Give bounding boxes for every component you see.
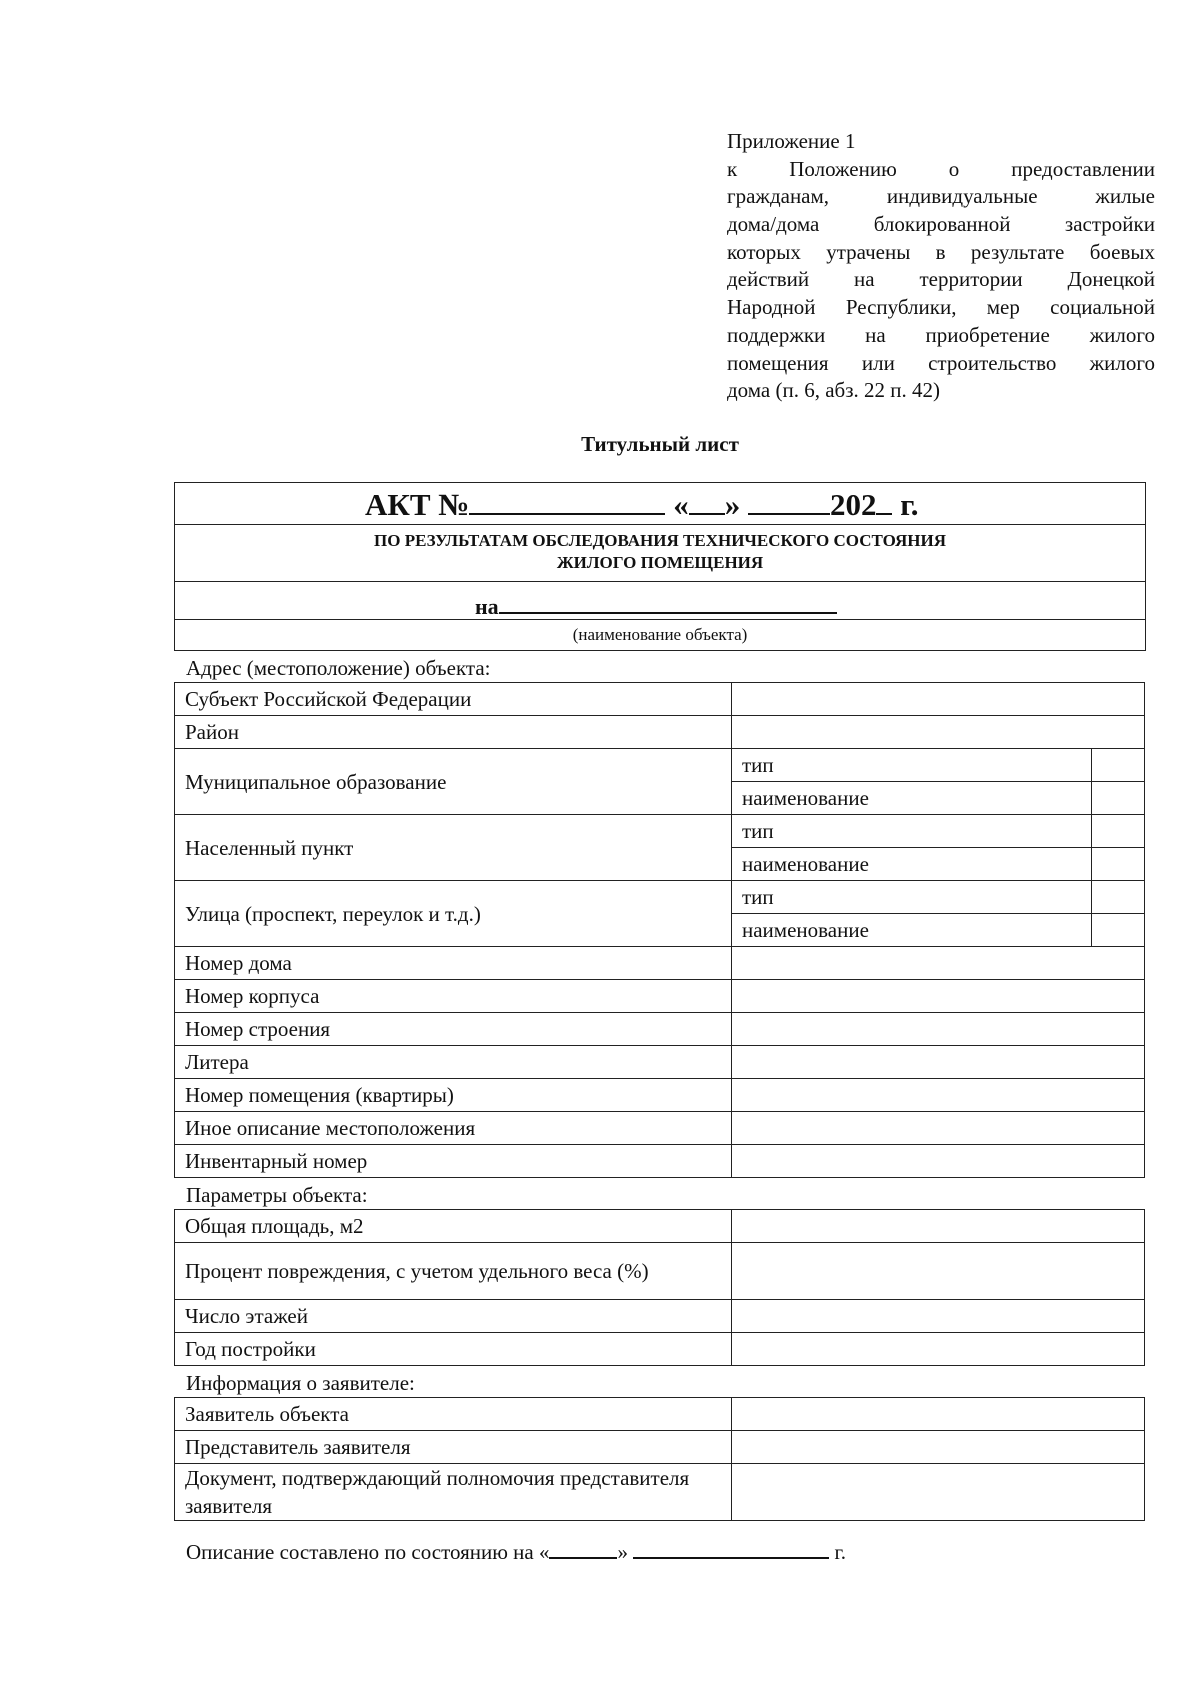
field-label: Инвентарный номер — [175, 1145, 732, 1178]
field-value — [732, 1046, 1145, 1079]
subfield-label: тип — [732, 881, 1092, 914]
appendix-line: дома/дома блокированной застройки — [727, 212, 1155, 237]
table-row — [175, 881, 1145, 914]
field-label: Населенный пункт — [175, 815, 732, 881]
description-date-line — [186, 1537, 846, 1565]
table-row — [175, 749, 1145, 782]
table-row — [175, 1112, 1145, 1145]
field-label: Заявитель объекта — [175, 1398, 732, 1431]
table-row — [175, 947, 1145, 980]
footer-text: Описание составлено по состоянию на — [186, 1540, 534, 1564]
table-row — [175, 1464, 1145, 1521]
table-row — [175, 1243, 1145, 1300]
field-label: Муниципальное образование — [175, 749, 732, 815]
act-month-blank — [748, 485, 830, 515]
applicant-table — [174, 1397, 1145, 1521]
appendix-line: помещения или строительство жилого — [727, 350, 1155, 375]
table-row — [175, 716, 1145, 749]
field-value — [732, 1112, 1145, 1145]
params-section-label: Параметры объекта: — [186, 1183, 368, 1207]
act-year-blank — [876, 485, 892, 515]
address-table — [174, 682, 1145, 1178]
field-label: Номер дома — [175, 947, 732, 980]
field-value — [1092, 815, 1145, 848]
field-label: Иное описание местоположения — [175, 1112, 732, 1145]
field-value — [732, 716, 1145, 749]
field-label: Район — [175, 716, 732, 749]
appendix-line: поддержки на приобретение жилого — [727, 322, 1155, 347]
field-label: Субъект Российской Федерации — [175, 683, 732, 716]
field-value — [732, 1145, 1145, 1178]
table-row — [175, 815, 1145, 848]
footer-day-blank — [549, 1537, 617, 1559]
act-number-row — [175, 483, 1145, 525]
table-row — [175, 1210, 1145, 1243]
act-close-quote: » — [724, 487, 741, 522]
act-number-line — [365, 485, 919, 523]
field-label: Общая площадь, м2 — [175, 1210, 732, 1243]
table-row — [175, 1300, 1145, 1333]
object-caption: (наименование объекта) — [572, 625, 748, 644]
field-value — [732, 1079, 1145, 1112]
object-name-row — [175, 582, 1145, 620]
appendix-line: дома (п. 6, абз. 22 п. 42) — [727, 378, 941, 403]
appendix-line: гражданам, индивидуальные жилые — [727, 184, 1155, 209]
field-value — [732, 1243, 1145, 1300]
subfield-label: наименование — [732, 914, 1092, 947]
act-header-box — [174, 482, 1146, 651]
table-row — [175, 1398, 1145, 1431]
table-row — [175, 1431, 1145, 1464]
na-label: на — [475, 594, 499, 619]
field-value — [732, 1210, 1145, 1243]
address-section-label: Адрес (местоположение) объекта: — [186, 656, 491, 680]
table-row — [175, 1079, 1145, 1112]
field-value — [732, 1300, 1145, 1333]
field-value — [732, 1431, 1145, 1464]
subfield-label: наименование — [732, 782, 1092, 815]
field-label: Представитель заявителя — [175, 1431, 732, 1464]
appendix-line: Народной Республики, мер социальной — [727, 295, 1155, 320]
field-value — [732, 1333, 1145, 1366]
footer-year-suffix: г. — [834, 1540, 846, 1564]
field-value — [1092, 848, 1145, 881]
footer-close-quote: » — [617, 1540, 628, 1564]
appendix-note — [727, 128, 1155, 405]
table-row — [175, 980, 1145, 1013]
subfield-label: тип — [732, 815, 1092, 848]
params-table — [174, 1209, 1145, 1366]
appendix-line: к Положению о предоставлении — [727, 156, 1155, 181]
table-row — [175, 1333, 1145, 1366]
field-label: Номер корпуса — [175, 980, 732, 1013]
field-value — [1092, 749, 1145, 782]
table-row — [175, 1046, 1145, 1079]
field-label: Номер строения — [175, 1013, 732, 1046]
table-row — [175, 1013, 1145, 1046]
field-label: Процент повреждения, с учетом удельного веса (%) — [175, 1243, 732, 1300]
applicant-section-label: Информация о заявителе: — [186, 1371, 415, 1395]
footer-open-quote: « — [538, 1540, 550, 1564]
subfield-label: наименование — [732, 848, 1092, 881]
object-name-line — [475, 590, 837, 620]
act-open-quote: « — [673, 487, 689, 522]
appendix-line: Приложение 1 — [727, 129, 856, 153]
field-value — [732, 947, 1145, 980]
field-label: Улица (проспект, переулок и т.д.) — [175, 881, 732, 947]
appendix-line: которых утрачены в результате боевых — [727, 239, 1155, 264]
act-number-blank — [469, 485, 665, 515]
field-value — [732, 980, 1145, 1013]
act-subtitle-line2: ЖИЛОГО ПОМЕЩЕНИЯ — [556, 553, 764, 572]
field-value — [1092, 881, 1145, 914]
field-value — [732, 1013, 1145, 1046]
field-label: Число этажей — [175, 1300, 732, 1333]
act-subtitle-line1: ПО РЕЗУЛЬТАТАМ ОБСЛЕДОВАНИЯ ТЕХНИЧЕСКОГО СОСТОЯНИЯ — [374, 531, 946, 550]
field-value — [732, 683, 1145, 716]
act-day-blank — [689, 485, 725, 515]
subfield-label: тип — [732, 749, 1092, 782]
field-value — [732, 1464, 1145, 1521]
appendix-line: действий на территории Донецкой — [727, 267, 1155, 292]
field-value — [1092, 914, 1145, 947]
object-name-blank — [499, 590, 837, 614]
field-label: Год постройки — [175, 1333, 732, 1366]
act-subtitle — [175, 525, 1145, 582]
table-row — [175, 1145, 1145, 1178]
act-year: 202 — [829, 487, 877, 522]
field-label: Номер помещения (квартиры) — [175, 1079, 732, 1112]
act-year-suffix: г. — [900, 487, 919, 522]
field-label: Литера — [175, 1046, 732, 1079]
act-prefix: АКТ № — [365, 487, 470, 522]
page-title: Титульный лист — [581, 432, 739, 456]
field-value — [732, 1398, 1145, 1431]
table-row — [175, 683, 1145, 716]
field-label: Документ, подтверждающий полномочия представителя заявителя — [175, 1464, 732, 1521]
field-value — [1092, 782, 1145, 815]
footer-month-year-blank — [633, 1537, 829, 1559]
